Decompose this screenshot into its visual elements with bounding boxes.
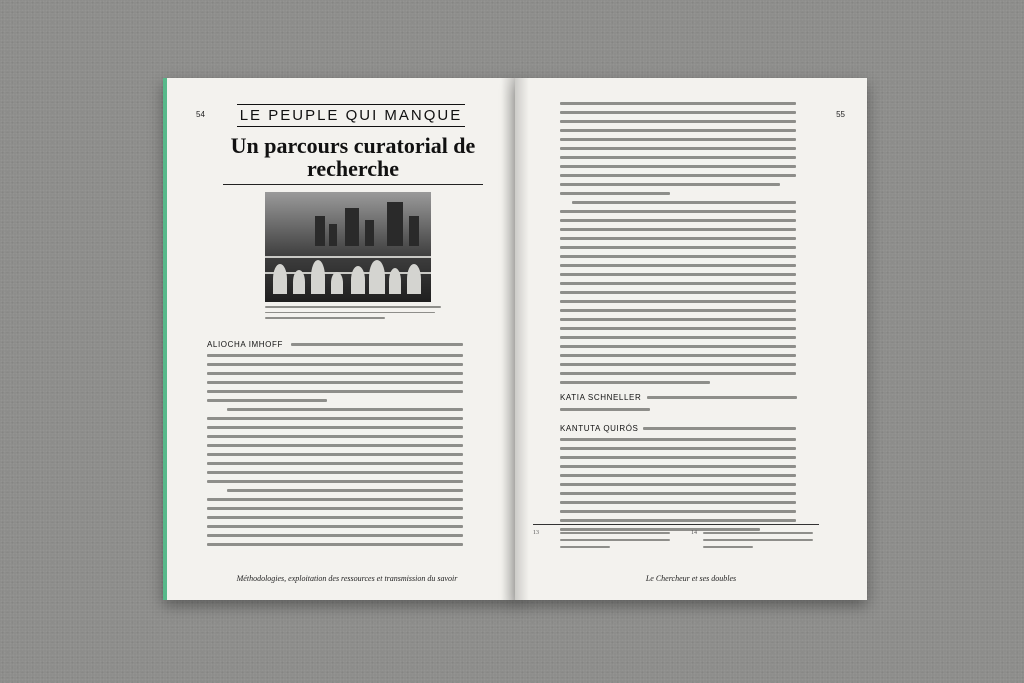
photo-caption <box>265 306 441 323</box>
footnote-marker-13: 13 <box>533 530 539 536</box>
page-title: Un parcours curatorial de recherche <box>230 133 476 181</box>
body-text-intro <box>291 343 463 352</box>
question-text-2 <box>560 408 650 417</box>
left-page <box>163 78 519 600</box>
page-number-right: 55 <box>836 110 845 119</box>
running-head: LE PEUPLE QUI MANQUE <box>239 107 463 124</box>
question-text <box>647 396 797 405</box>
photo <box>265 192 431 302</box>
title-rule <box>223 184 483 185</box>
body-text-right-top <box>560 102 796 390</box>
running-head-box <box>237 104 465 127</box>
footer-right: Le Chercheur et ses doubles <box>645 574 737 583</box>
book-gutter <box>501 78 529 600</box>
right-page <box>515 78 867 600</box>
footer-left: Méthodologies, exploitation des ressources et transmission du savoir <box>236 574 458 583</box>
body-text <box>207 354 463 552</box>
speaker-label-2: KANTUTA QUIRÓS <box>560 424 639 433</box>
answer-text <box>560 438 796 537</box>
page-number-left: 54 <box>196 110 205 119</box>
open-book <box>163 78 867 600</box>
answer-intro <box>643 427 796 436</box>
footnote-14 <box>703 532 813 553</box>
footnote-marker-14: 14 <box>691 530 697 536</box>
speaker-label: ALIOCHA IMHOFF <box>207 340 283 349</box>
footnote-13 <box>560 532 670 553</box>
speaker-label-1: KATIA SCHNELLER <box>560 393 642 402</box>
footnote-rule <box>533 524 819 525</box>
